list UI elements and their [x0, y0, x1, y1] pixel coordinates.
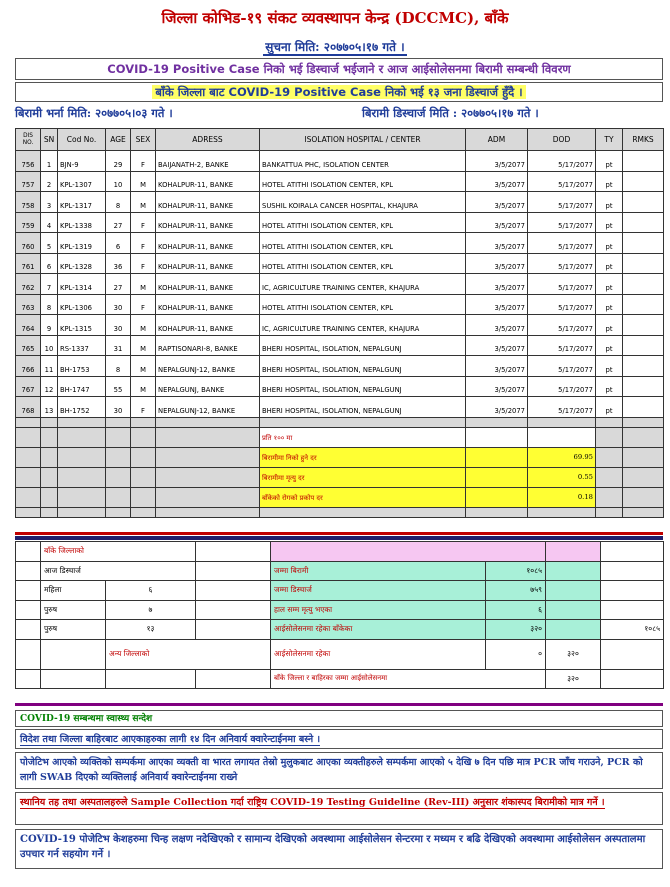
cell-isolation-center: HOTEL ATITHI ISOLATION CENTER, KPL [260, 294, 466, 315]
summary-row-female [16, 581, 664, 601]
cell-type: pt [596, 151, 623, 172]
cell-sn: 10 [41, 335, 58, 356]
cell-isolation-center: IC, AGRICULTURE TRAINING CENTER, KHAJURA [260, 315, 466, 336]
cell-age: 27 [106, 274, 131, 295]
total-discharge-value: ७५९ [486, 581, 546, 601]
cell-remarks [623, 151, 664, 172]
cell-adm-date: 3/5/2077 [466, 315, 528, 336]
death-rate-value: 0.55 [528, 467, 596, 487]
cell-sn: 6 [41, 253, 58, 274]
admit-date: बिरामी भर्ना मिति: २०७७०५।०३ गते । [15, 106, 173, 120]
cell-type: pt [596, 253, 623, 274]
cell-dod-date: 5/17/2077 [528, 294, 596, 315]
cell-adm-date: 3/5/2077 [466, 397, 528, 418]
summary-row-combined [16, 669, 664, 689]
cell-isolation-center: SUSHIL KOIRALA CANCER HOSPITAL, KHAJURA [260, 192, 466, 213]
cell-dod-date: 5/17/2077 [528, 274, 596, 295]
health-message-1: विदेश तथा जिल्ला बाहिरबाट आएकाहरुका लागी १४ दिन अनिवार्य क्वारेन्टाईनमा बस्ने । [15, 729, 663, 749]
cell-address: NEPALGUNJ-12, BANKE [156, 356, 260, 377]
cell-code: KPL-1314 [58, 274, 106, 295]
cell-dod-date: 5/17/2077 [528, 315, 596, 336]
cell-remarks [623, 397, 664, 418]
table-header-row [16, 129, 664, 151]
cell-adm-date: 3/5/2077 [466, 171, 528, 192]
cell-remarks [623, 192, 664, 213]
cell-dod-date: 5/17/2077 [528, 233, 596, 254]
other-isolation-value: ० [486, 639, 546, 669]
col-ty: TY [596, 129, 623, 151]
isolation-label: आईसोलेसनमा रहेका [271, 639, 486, 669]
recovery-rate-value: 69.95 [528, 447, 596, 467]
col-age: AGE [106, 129, 131, 151]
summary-row-today [16, 561, 664, 581]
page-title: जिल्ला कोभिड-१९ संकट व्यवस्थापन केन्द्र (DCCMC), बाँके [161, 9, 509, 27]
banke-district-label: बाँके जिल्लाको [41, 542, 196, 562]
cell-dod-date: 5/17/2077 [528, 151, 596, 172]
cell-type: pt [596, 294, 623, 315]
male-value: ७ [106, 600, 196, 620]
table-row [16, 315, 664, 336]
col-adm: ADM [466, 129, 528, 151]
table-row [16, 294, 664, 315]
notice-date: सुचना मिति: २०७७०५।१७ गते । [265, 40, 405, 54]
cell-remarks [623, 356, 664, 377]
cell-dis-no: 765 [16, 335, 41, 356]
cell-dis-no: 764 [16, 315, 41, 336]
stats-row-death [16, 467, 664, 487]
table-row [16, 192, 664, 213]
cell-remarks [623, 274, 664, 295]
health-message-2: पोजेटिभ आएको व्यक्तिको सम्पर्कमा आएका व्यक्ती वा भारत लगायत तेस्रो मुलुकबाट आएका व्यक्तीहरुले सम्पर्कमा आएको ५ देखि ७ दिन पछि मात्र PCR जाँच गराउने, PCR को लागी SWAB दिएको व्यक्तिलाई अनिवार्य क्वारेन्टाईनमा राख्ने [15, 752, 663, 789]
cell-dis-no: 768 [16, 397, 41, 418]
summary-row-male-total [16, 620, 664, 640]
cell-address: KOHALPUR-11, BANKE [156, 212, 260, 233]
divider-purple [15, 703, 663, 706]
cell-age: 27 [106, 212, 131, 233]
col-code: Cod No. [58, 129, 106, 151]
discharge-table [15, 128, 664, 518]
cell-sex: F [131, 212, 156, 233]
cell-remarks [623, 294, 664, 315]
cell-sn: 13 [41, 397, 58, 418]
col-dod: DOD [528, 129, 596, 151]
cell-isolation-center: HOTEL ATITHI ISOLATION CENTER, KPL [260, 253, 466, 274]
cell-sex: F [131, 294, 156, 315]
summary-row-banke [16, 542, 664, 562]
cell-code: KPL-1338 [58, 212, 106, 233]
cell-address: RAPTISONARI-8, BANKE [156, 335, 260, 356]
per-hundred-label: प्रति १०० मा [260, 427, 466, 447]
deaths-label: हाल सम्म मृत्यु भएका [271, 600, 486, 620]
table-row [16, 233, 664, 254]
cell-type: pt [596, 274, 623, 295]
cell-isolation-center: HOTEL ATITHI ISOLATION CENTER, KPL [260, 233, 466, 254]
cell-address: KOHALPUR-11, BANKE [156, 233, 260, 254]
total-patients-label: जम्मा बिरामी [271, 561, 486, 581]
cell-dis-no: 757 [16, 171, 41, 192]
cell-sex: M [131, 274, 156, 295]
summary-table [15, 541, 664, 689]
cell-address: KOHALPUR-11, BANKE [156, 294, 260, 315]
total-patients-value: १०८५ [486, 561, 546, 581]
cell-remarks [623, 335, 664, 356]
cell-remarks [623, 233, 664, 254]
cell-sex: F [131, 397, 156, 418]
cell-sex: F [131, 253, 156, 274]
cell-dod-date: 5/17/2077 [528, 376, 596, 397]
cell-age: 36 [106, 253, 131, 274]
cell-age: 8 [106, 192, 131, 213]
male-label: पुरुष [41, 600, 106, 620]
stats-row-blank [16, 417, 664, 427]
female-value: ६ [106, 581, 196, 601]
cell-type: pt [596, 212, 623, 233]
other-district-label: अन्य जिल्लाको [106, 639, 271, 669]
cell-sn: 9 [41, 315, 58, 336]
cell-remarks [623, 253, 664, 274]
cell-code: BH-1752 [58, 397, 106, 418]
male-total-label: पुरुष [41, 620, 106, 640]
cell-sex: M [131, 335, 156, 356]
cell-sn: 7 [41, 274, 58, 295]
cell-age: 30 [106, 315, 131, 336]
cell-dis-no: 756 [16, 151, 41, 172]
cell-code: BH-1747 [58, 376, 106, 397]
cell-dis-no: 760 [16, 233, 41, 254]
cell-dis-no: 763 [16, 294, 41, 315]
combined-isolation-label: बाँके जिल्ला र बाहिरका जम्मा आईसोलेसनमा [271, 669, 546, 689]
cell-address: KOHALPUR-11, BANKE [156, 171, 260, 192]
table-row [16, 151, 664, 172]
col-sex: SEX [131, 129, 156, 151]
cell-sn: 12 [41, 376, 58, 397]
isolation-banke-value: ३२० [486, 620, 546, 640]
cell-adm-date: 3/5/2077 [466, 192, 528, 213]
cell-sex: M [131, 356, 156, 377]
cell-isolation-center: BHERI HOSPITAL, ISOLATION, NEPALGUNJ [260, 356, 466, 377]
cell-adm-date: 3/5/2077 [466, 253, 528, 274]
recovery-rate-label: बिरामीमा निको हुने दर [260, 447, 466, 467]
cell-dod-date: 5/17/2077 [528, 397, 596, 418]
cell-adm-date: 3/5/2077 [466, 151, 528, 172]
cell-dis-no: 762 [16, 274, 41, 295]
cell-code: RS-1337 [58, 335, 106, 356]
cell-sn: 4 [41, 212, 58, 233]
cell-adm-date: 3/5/2077 [466, 335, 528, 356]
isolation-banke-label: आईसोलेसनमा रहेका बाँकेका [271, 620, 486, 640]
cell-code: KPL-1306 [58, 294, 106, 315]
combined-isolation-value: ३२० [546, 669, 601, 689]
cell-isolation-center: HOTEL ATITHI ISOLATION CENTER, KPL [260, 171, 466, 192]
cell-sn: 2 [41, 171, 58, 192]
cell-dod-date: 5/17/2077 [528, 356, 596, 377]
male-total-value: १३ [106, 620, 196, 640]
col-sn: SN [41, 129, 58, 151]
cell-address: BAIJANATH-2, BANKE [156, 151, 260, 172]
cell-dis-no: 766 [16, 356, 41, 377]
cell-remarks [623, 376, 664, 397]
female-label: महिला [41, 581, 106, 601]
cell-isolation-center: BANKATTUA PHC, ISOLATION CENTER [260, 151, 466, 172]
cell-type: pt [596, 233, 623, 254]
summary-row-other [16, 639, 664, 669]
cell-isolation-center: BHERI HOSPITAL, ISOLATION, NEPALGUNJ [260, 397, 466, 418]
cell-dis-no: 767 [16, 376, 41, 397]
cell-remarks [623, 212, 664, 233]
cell-dod-date: 5/17/2077 [528, 212, 596, 233]
cell-type: pt [596, 192, 623, 213]
cell-sex: M [131, 315, 156, 336]
discharge-headline: बाँके जिल्ला बाट COVID-19 Positive Case निको भई १३ जना डिस्चार्ज हुँदै । [152, 85, 525, 99]
cell-type: pt [596, 335, 623, 356]
table-row [16, 376, 664, 397]
stats-row-per-hundred [16, 427, 664, 447]
cell-address: NEPALGUNJ-12, BANKE [156, 397, 260, 418]
report-subtitle: COVID-19 Positive Case निको भई डिस्चार्ज भईजाने र आज आईसोलेसनमा बिरामी सम्बन्धी विवरण [15, 58, 663, 80]
cell-sn: 5 [41, 233, 58, 254]
cell-adm-date: 3/5/2077 [466, 294, 528, 315]
quarantine-emphasis: क्वारेन्टाईनमा बस्ने । [250, 734, 321, 745]
table-row [16, 356, 664, 377]
cell-code: KPL-1317 [58, 192, 106, 213]
cell-age: 30 [106, 294, 131, 315]
cell-age: 31 [106, 335, 131, 356]
cell-type: pt [596, 397, 623, 418]
cell-code: KPL-1307 [58, 171, 106, 192]
stats-row-blank-2 [16, 507, 664, 517]
col-address: ADRESS [156, 129, 260, 151]
cell-dod-date: 5/17/2077 [528, 335, 596, 356]
right-total-value: १०८५ [601, 620, 664, 640]
cell-remarks [623, 315, 664, 336]
col-rmks: RMKS [623, 129, 664, 151]
cell-age: 29 [106, 151, 131, 172]
health-message-3: स्थानिय तह तथा अस्पतालहरुले Sample Collection गर्दा राष्ट्रिय COVID-19 Testing Guideline (Rev-III) अनुसार शंकास्पद बिरामीको मात्र गर्ने । [15, 792, 663, 825]
health-message-title: COVID-19 सम्बन्धमा स्वास्थ्य सन्देश [15, 710, 663, 727]
cell-adm-date: 3/5/2077 [466, 233, 528, 254]
cell-sex: M [131, 192, 156, 213]
cell-sn: 1 [41, 151, 58, 172]
table-row [16, 397, 664, 418]
cell-type: pt [596, 376, 623, 397]
col-dis-no: DIS NO. [16, 129, 41, 151]
cell-age: 55 [106, 376, 131, 397]
table-row [16, 171, 664, 192]
table-row [16, 335, 664, 356]
total-discharge-label: जम्मा डिस्चार्ज [271, 581, 486, 601]
stats-row-prevalence [16, 487, 664, 507]
cell-dis-no: 761 [16, 253, 41, 274]
table-row [16, 274, 664, 295]
cell-age: 6 [106, 233, 131, 254]
stats-row-recovery [16, 447, 664, 467]
deaths-value: ६ [486, 600, 546, 620]
cell-type: pt [596, 315, 623, 336]
cell-isolation-center: BHERI HOSPITAL, ISOLATION, NEPALGUNJ [260, 376, 466, 397]
cell-dod-date: 5/17/2077 [528, 192, 596, 213]
cell-address: NEPALGUNJ, BANKE [156, 376, 260, 397]
cell-isolation-center: HOTEL ATITHI ISOLATION CENTER, KPL [260, 212, 466, 233]
prevalence-rate-label: बाँकेको रोगको प्रकोप दर [260, 487, 466, 507]
cell-dod-date: 5/17/2077 [528, 253, 596, 274]
cell-isolation-center: BHERI HOSPITAL, ISOLATION, NEPALGUNJ [260, 335, 466, 356]
cell-adm-date: 3/5/2077 [466, 376, 528, 397]
cell-code: KPL-1315 [58, 315, 106, 336]
cell-address: KOHALPUR-11, BANKE [156, 315, 260, 336]
isolation-total-inline: ३२० [546, 639, 601, 669]
cell-sn: 11 [41, 356, 58, 377]
cell-address: KOHALPUR-11, BANKE [156, 253, 260, 274]
cell-remarks [623, 171, 664, 192]
cell-dis-no: 759 [16, 212, 41, 233]
cell-dis-no: 758 [16, 192, 41, 213]
cell-sex: F [131, 233, 156, 254]
health-message-4: COVID-19 पोजेटिभ केशहरुमा चिन्ह लक्षण नदेखिएको र सामान्य देखिएको अवस्थामा आईसोलेसन सेन्टरमा र मध्यम र बढि देखिएको अवस्थामा आईसोलेसन अस्पतालमा उपचार गर्न सहयोग गर्ने । [15, 829, 663, 869]
today-discharge-label: आज डिस्चार्ज [41, 561, 196, 581]
table-row [16, 253, 664, 274]
table-row [16, 212, 664, 233]
cell-dod-date: 5/17/2077 [528, 171, 596, 192]
col-isolation: ISOLATION HOSPITAL / CENTER [260, 129, 466, 151]
cell-code: BJN-9 [58, 151, 106, 172]
cell-address: KOHALPUR-11, BANKE [156, 192, 260, 213]
summary-row-male [16, 600, 664, 620]
divider-red [15, 532, 663, 535]
cell-age: 30 [106, 397, 131, 418]
cell-adm-date: 3/5/2077 [466, 212, 528, 233]
discharge-date: बिरामी डिस्चार्ज मिति : २०७७०५।१७ गते । [362, 106, 539, 120]
prevalence-rate-value: 0.18 [528, 487, 596, 507]
cell-sex: F [131, 151, 156, 172]
cell-sex: M [131, 171, 156, 192]
cell-sex: M [131, 376, 156, 397]
cell-code: KPL-1319 [58, 233, 106, 254]
death-rate-label: बिरामीमा मृत्यु दर [260, 467, 466, 487]
cell-address: KOHALPUR-11, BANKE [156, 274, 260, 295]
divider-navy [15, 536, 663, 540]
cell-type: pt [596, 171, 623, 192]
cell-code: BH-1753 [58, 356, 106, 377]
cell-adm-date: 3/5/2077 [466, 274, 528, 295]
cell-age: 8 [106, 356, 131, 377]
cell-isolation-center: IC, AGRICULTURE TRAINING CENTER, KHAJURA [260, 274, 466, 295]
cell-sn: 3 [41, 192, 58, 213]
cell-type: pt [596, 356, 623, 377]
cell-adm-date: 3/5/2077 [466, 356, 528, 377]
cell-code: KPL-1328 [58, 253, 106, 274]
cell-sn: 8 [41, 294, 58, 315]
cell-age: 10 [106, 171, 131, 192]
